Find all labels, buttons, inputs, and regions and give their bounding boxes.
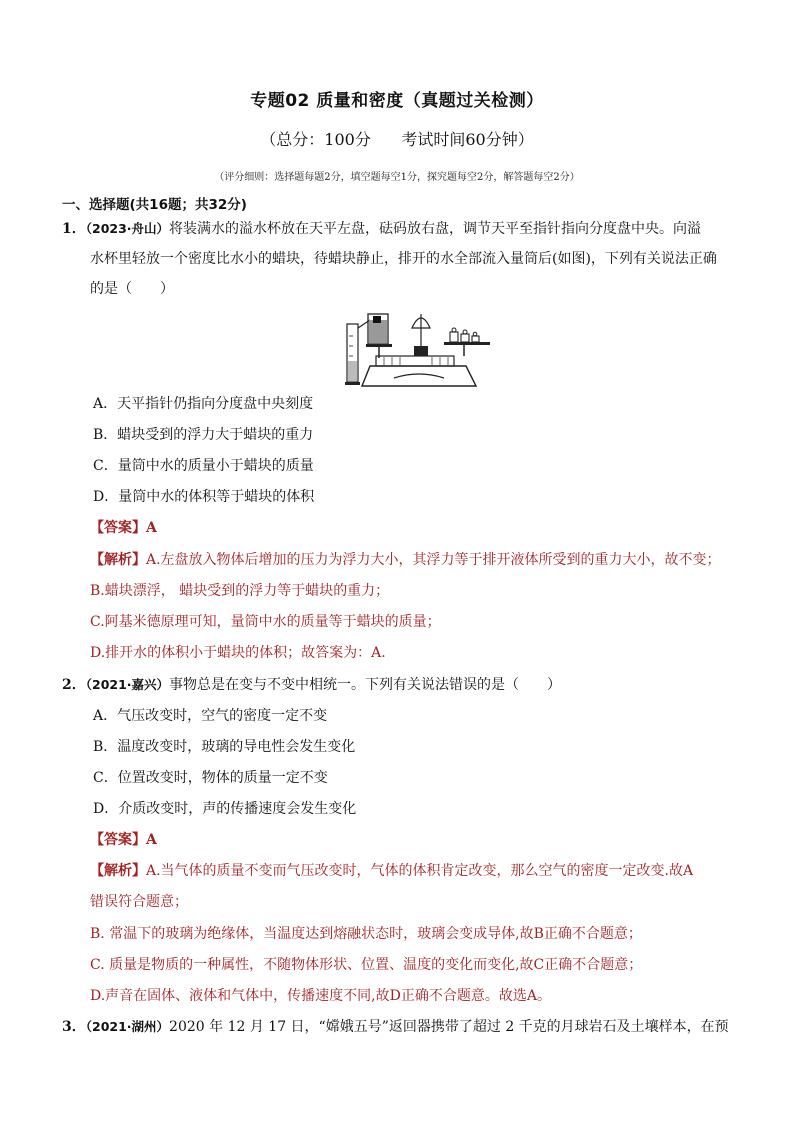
analysis-text: A.左盘放入物体后增加的压力为浮力大小，其浮力等于排开液体所受到的重力大小，故不变； bbox=[146, 552, 721, 568]
question-1-option-d: D．量筒中水的体积等于蜡块的体积 bbox=[93, 489, 315, 505]
question-1-line-2: 水杯里轻放一个密度比水小的蜡块，待蜡块静止，排开的水全部流入量筒后(如图)，下列有关说法正确 bbox=[90, 251, 717, 267]
exam-info: （总分：100分 考试时间60分钟） bbox=[260, 130, 534, 149]
question-number: 2． bbox=[62, 677, 86, 693]
question-2-analysis-line-1 bbox=[90, 861, 693, 881]
question-2-analysis-line-5: D.声音在固体、液体和气体中，传播速度不同,故D正确不合题意。故选A。 bbox=[90, 988, 551, 1004]
question-1-option-a: A．天平指针仍指向分度盘中央刻度 bbox=[93, 396, 314, 412]
question-source: （2021·湖州） bbox=[85, 1019, 170, 1034]
question-2-option-a: A．气压改变时，空气的密度一定不变 bbox=[93, 708, 328, 724]
question-source: （2023·舟山） bbox=[85, 221, 170, 236]
question-1-option-b: B．蜡块受到的浮力大于蜡块的重力 bbox=[93, 427, 314, 443]
section-heading: 一、选择题(共16题；共32分) bbox=[62, 197, 247, 213]
question-1-answer: 【答案】A bbox=[90, 520, 157, 536]
question-1-analysis-line-1 bbox=[90, 550, 721, 570]
question-1-analysis-line-2: B.蜡块漂浮， 蜡块受到的浮力等于蜡块的重力； bbox=[90, 583, 390, 599]
question-1-option-c: C．量筒中水的质量小于蜡块的质量 bbox=[93, 458, 314, 474]
analysis-label: 【解析】 bbox=[90, 552, 146, 568]
page-title: 专题02 质量和密度（真题过关检测） bbox=[250, 91, 544, 111]
question-1-line-1 bbox=[62, 219, 701, 239]
question-2-option-c: C．位置改变时，物体的质量一定不变 bbox=[93, 770, 328, 786]
question-2-analysis-line-3: B. 常温下的玻璃为绝缘体，当温度达到熔融状态时，玻璃会变成导体,故B正确不合题意； bbox=[90, 926, 642, 942]
question-1-analysis-line-3: C.阿基米德原理可知，量筒中水的质量等于蜡块的质量； bbox=[90, 614, 441, 630]
question-3-line-1 bbox=[62, 1017, 729, 1037]
question-source: （2021·嘉兴） bbox=[85, 677, 170, 692]
question-1-analysis-line-4: D.排开水的体积小于蜡块的体积；故答案为：A. bbox=[90, 645, 386, 661]
question-2-line-1 bbox=[62, 675, 561, 695]
question-stem: 事物总是在变与不变中相统一。下列有关说法错误的是（ ） bbox=[169, 677, 562, 693]
question-2-option-b: B．温度改变时，玻璃的导电性会发生变化 bbox=[93, 739, 356, 755]
scoring-criteria: （评分细则：选择题每题2分，填空题每空1分，探究题每空2分，解答题每空2分） bbox=[214, 172, 580, 183]
question-stem: 2020 年 12 月 17 日，“嫦娥五号”返回器携带了超过 2 千克的月球岩石及土壤样本，在预 bbox=[169, 1019, 729, 1035]
question-1-line-3: 的是（ ） bbox=[90, 281, 174, 297]
question-2-analysis-line-2: 错误符合题意； bbox=[90, 894, 188, 910]
question-2-option-d: D．介质改变时，声的传播速度会发生变化 bbox=[93, 801, 357, 817]
question-2-answer: 【答案】A bbox=[90, 832, 157, 848]
balance-overflow-cup-figure bbox=[344, 306, 494, 390]
question-2-analysis-line-4: C. 质量是物质的一种属性，不随物体形状、位置、温度的变化而变化,故C正确不合题意； bbox=[90, 957, 643, 973]
question-number: 1． bbox=[62, 221, 86, 237]
question-stem: 将装满水的溢水杯放在天平左盘，砝码放右盘，调节天平至指针指向分度盘中央。向溢 bbox=[169, 221, 702, 237]
analysis-text: A.当气体的质量不变而气压改变时，气体的体积肯定改变，那么空气的密度一定改变.故A bbox=[146, 863, 694, 879]
question-number: 3． bbox=[62, 1019, 86, 1035]
analysis-label: 【解析】 bbox=[90, 863, 146, 879]
